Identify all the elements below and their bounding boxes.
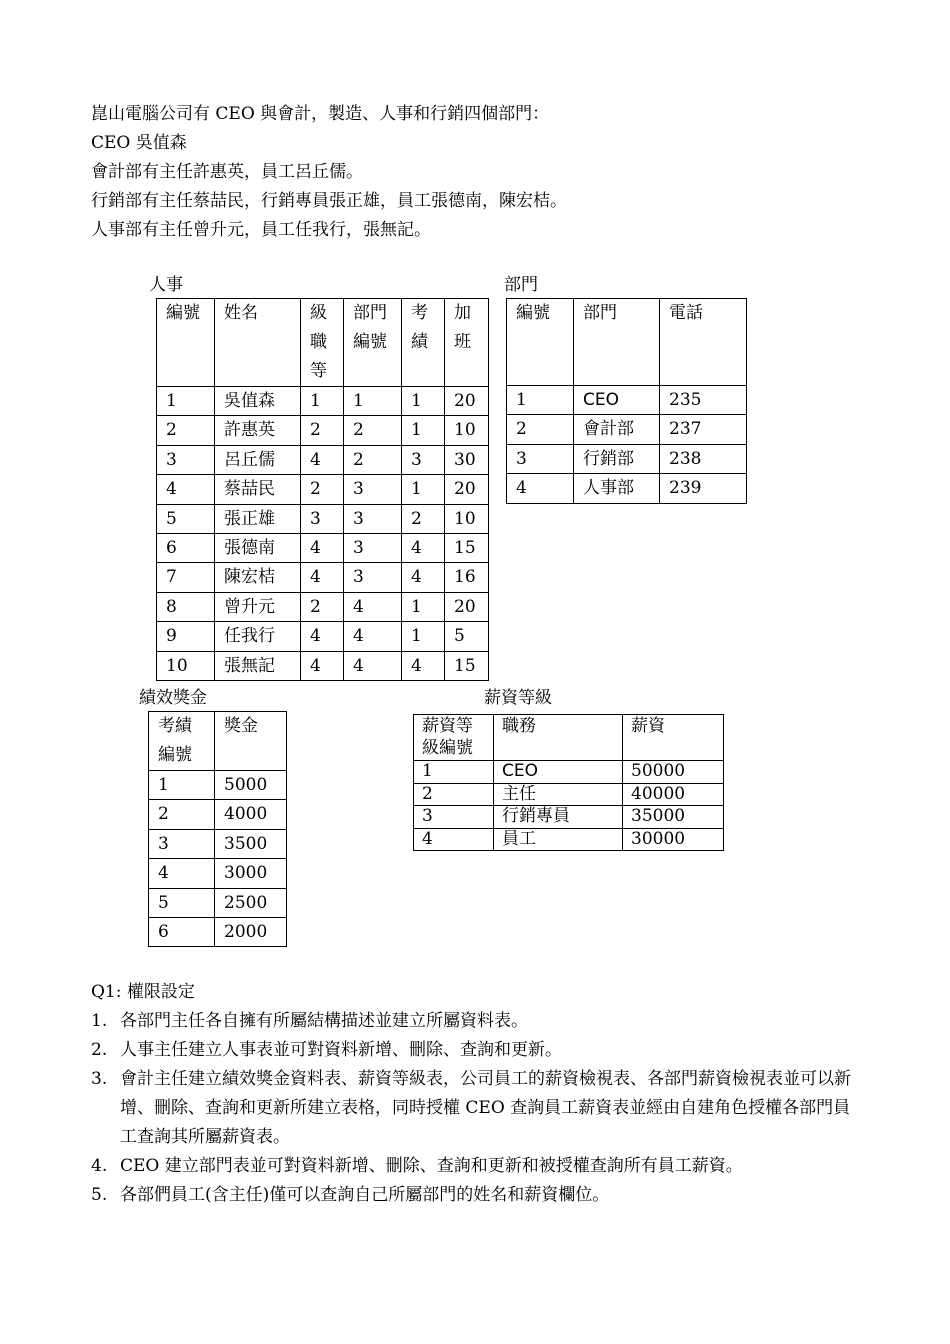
- table-cell: 8: [157, 592, 215, 621]
- table-cell: 4: [301, 563, 344, 592]
- table-cell: 2: [149, 800, 215, 829]
- table-cell: 3: [157, 445, 215, 474]
- dept-table-body: [507, 386, 747, 504]
- list-item: [91, 1152, 861, 1181]
- table-row: [157, 475, 489, 504]
- table-row: [414, 783, 724, 806]
- table-cell: 9: [157, 622, 215, 651]
- table-row: [414, 761, 724, 784]
- table-cell: 陳宏桔: [215, 563, 301, 592]
- table-cell: 主任: [494, 783, 623, 806]
- table-cell: CEO: [494, 761, 623, 784]
- col-header: 薪資: [623, 715, 724, 761]
- table-cell: 6: [149, 917, 215, 946]
- table-cell: 行銷部: [574, 444, 660, 473]
- table-cell: 16: [445, 563, 489, 592]
- table-cell: 2500: [215, 888, 287, 917]
- col-header: 級職等: [301, 299, 344, 387]
- table-row: [157, 651, 489, 680]
- staff-table-body: [157, 387, 489, 681]
- table-row: [157, 592, 489, 621]
- table-cell: 呂丘儒: [215, 445, 301, 474]
- table-cell: 15: [445, 651, 489, 680]
- table-row: [149, 829, 287, 858]
- table-cell: 4: [402, 651, 445, 680]
- table-cell: 10: [445, 504, 489, 533]
- table-row: [507, 415, 747, 444]
- salary-table-caption: 薪資等級: [484, 688, 552, 708]
- list-item: [91, 1181, 861, 1210]
- table-cell: 4: [344, 622, 402, 651]
- col-header: 部門: [574, 299, 660, 386]
- table-cell: 10: [445, 416, 489, 445]
- table-cell: 1: [301, 387, 344, 416]
- table-cell: 1: [149, 771, 215, 800]
- table-row: [414, 806, 724, 829]
- table-cell: 4: [402, 533, 445, 562]
- list-item-text: 各部們員工(含主任)僅可以查詢自己所屬部門的姓名和薪資欄位。: [120, 1185, 610, 1205]
- table-row: [157, 387, 489, 416]
- table-cell: 3: [344, 533, 402, 562]
- table-cell: 2: [414, 783, 494, 806]
- table-cell: 6: [157, 533, 215, 562]
- list-number: 1.: [91, 1011, 108, 1031]
- intro-line: 人事部有主任曾升元，員工任我行，張無記。: [91, 220, 431, 240]
- col-header: 考績編號: [149, 712, 215, 771]
- col-header: 部門編號: [344, 299, 402, 387]
- question-list: [91, 1007, 861, 1210]
- intro-text: [91, 100, 891, 245]
- col-header: 薪資等級編號: [414, 715, 494, 761]
- table-cell: 2: [507, 415, 574, 444]
- table-row: [149, 888, 287, 917]
- table-cell: 1: [507, 386, 574, 415]
- table-row: [414, 828, 724, 851]
- col-header: 職務: [494, 715, 623, 761]
- table-header-row: [414, 715, 724, 761]
- table-row: [507, 444, 747, 473]
- table-cell: 人事部: [574, 474, 660, 503]
- table-cell: 3: [402, 445, 445, 474]
- table-cell: 1: [344, 387, 402, 416]
- table-row: [157, 622, 489, 651]
- table-cell: 15: [445, 533, 489, 562]
- table-cell: 239: [660, 474, 747, 503]
- table-row: [507, 474, 747, 503]
- table-cell: 4: [344, 651, 402, 680]
- table-cell: 5000: [215, 771, 287, 800]
- dept-table: [506, 298, 747, 504]
- staff-table: [156, 298, 489, 681]
- dept-table-caption: 部門: [504, 275, 538, 295]
- col-header: 姓名: [215, 299, 301, 387]
- table-cell: 2: [301, 475, 344, 504]
- table-cell: 1: [402, 592, 445, 621]
- table-cell: 2: [301, 592, 344, 621]
- table-cell: 238: [660, 444, 747, 473]
- table-cell: 員工: [494, 828, 623, 851]
- list-item-text: 會計主任建立績效獎金資料表、薪資等級表，公司員工的薪資檢視表、各部門薪資檢視表並可以新增、刪除、查詢和更新所建立表格，同時授權 CEO 查詢員工薪資表並經由自建角色授權各部門員工查詢其所屬薪資表。: [120, 1069, 851, 1147]
- table-cell: 20: [445, 592, 489, 621]
- col-header: 編號: [507, 299, 574, 386]
- intro-line: CEO 吳值森: [91, 133, 187, 153]
- salary-table: [413, 714, 724, 851]
- table-row: [149, 917, 287, 946]
- table-cell: 7: [157, 563, 215, 592]
- list-number: 4.: [91, 1156, 108, 1176]
- table-cell: 4: [157, 475, 215, 504]
- list-item-text: CEO 建立部門表並可對資料新增、刪除、查詢和更新和被授權查詢所有員工薪資。: [120, 1156, 743, 1176]
- table-row: [157, 533, 489, 562]
- table-cell: 張正雄: [215, 504, 301, 533]
- table-cell: 5: [149, 888, 215, 917]
- table-row: [157, 416, 489, 445]
- bonus-table: [148, 711, 287, 947]
- table-cell: 4: [301, 533, 344, 562]
- bonus-table-body: [149, 771, 287, 947]
- table-cell: 1: [402, 387, 445, 416]
- table-cell: 10: [157, 651, 215, 680]
- table-row: [507, 386, 747, 415]
- table-row: [149, 859, 287, 888]
- table-cell: 3: [414, 806, 494, 829]
- table-cell: 曾升元: [215, 592, 301, 621]
- table-cell: 任我行: [215, 622, 301, 651]
- question-title: Q1: 權限設定: [91, 982, 195, 1002]
- table-cell: 5: [157, 504, 215, 533]
- table-row: [157, 563, 489, 592]
- table-row: [157, 504, 489, 533]
- intro-line: 行銷部有主任蔡喆民，行銷專員張正雄，員工張德南，陳宏桔。: [91, 191, 567, 211]
- col-header: 電話: [660, 299, 747, 386]
- table-cell: 1: [157, 387, 215, 416]
- list-item: [91, 1007, 861, 1036]
- table-header-row: [507, 299, 747, 386]
- table-row: [157, 445, 489, 474]
- table-cell: 4: [301, 622, 344, 651]
- table-cell: 3: [301, 504, 344, 533]
- table-cell: 2000: [215, 917, 287, 946]
- table-cell: 3: [344, 504, 402, 533]
- table-header-row: [149, 712, 287, 771]
- table-cell: 3: [344, 563, 402, 592]
- table-cell: 3500: [215, 829, 287, 858]
- table-cell: 237: [660, 415, 747, 444]
- intro-line: 會計部有主任許惠英，員工呂丘儒。: [91, 162, 363, 182]
- table-cell: 5: [445, 622, 489, 651]
- col-header: 考績: [402, 299, 445, 387]
- table-cell: 2: [301, 416, 344, 445]
- table-cell: 1: [402, 416, 445, 445]
- table-cell: 30: [445, 445, 489, 474]
- table-row: [149, 771, 287, 800]
- table-row: [149, 800, 287, 829]
- list-number: 3.: [91, 1069, 108, 1089]
- table-cell: 2: [402, 504, 445, 533]
- table-cell: 吳值森: [215, 387, 301, 416]
- table-cell: 3: [507, 444, 574, 473]
- table-cell: 4: [301, 651, 344, 680]
- table-cell: 4: [507, 474, 574, 503]
- table-cell: 20: [445, 387, 489, 416]
- table-cell: CEO: [574, 386, 660, 415]
- table-cell: 2: [344, 416, 402, 445]
- table-cell: 許惠英: [215, 416, 301, 445]
- bonus-table-caption: 績效獎金: [139, 688, 207, 708]
- col-header: 加班: [445, 299, 489, 387]
- table-cell: 2: [157, 416, 215, 445]
- list-item: [91, 1065, 861, 1152]
- col-header: 編號: [157, 299, 215, 387]
- table-cell: 3000: [215, 859, 287, 888]
- table-cell: 20: [445, 475, 489, 504]
- table-cell: 2: [344, 445, 402, 474]
- table-cell: 40000: [623, 783, 724, 806]
- question-section: [91, 977, 861, 1210]
- intro-line: 崑山電腦公司有 CEO 與會計，製造、人事和行銷四個部門：: [91, 104, 550, 124]
- table-cell: 張德南: [215, 533, 301, 562]
- table-cell: 3: [149, 829, 215, 858]
- table-cell: 4: [344, 592, 402, 621]
- list-item: [91, 1036, 861, 1065]
- table-cell: 1: [402, 475, 445, 504]
- table-cell: 1: [402, 622, 445, 651]
- table-cell: 行銷專員: [494, 806, 623, 829]
- table-cell: 35000: [623, 806, 724, 829]
- list-number: 5.: [91, 1185, 108, 1205]
- table-cell: 4: [414, 828, 494, 851]
- table-cell: 4: [402, 563, 445, 592]
- list-item-text: 人事主任建立人事表並可對資料新增、刪除、查詢和更新。: [120, 1040, 562, 1060]
- table-cell: 235: [660, 386, 747, 415]
- table-cell: 會計部: [574, 415, 660, 444]
- staff-table-caption: 人事: [149, 275, 183, 295]
- salary-table-body: [414, 761, 724, 851]
- table-cell: 1: [414, 761, 494, 784]
- table-cell: 4: [149, 859, 215, 888]
- table-header-row: [157, 299, 489, 387]
- table-cell: 4000: [215, 800, 287, 829]
- table-cell: 蔡喆民: [215, 475, 301, 504]
- table-cell: 30000: [623, 828, 724, 851]
- table-cell: 3: [344, 475, 402, 504]
- table-cell: 4: [301, 445, 344, 474]
- table-cell: 張無記: [215, 651, 301, 680]
- list-number: 2.: [91, 1040, 108, 1060]
- table-cell: 50000: [623, 761, 724, 784]
- list-item-text: 各部門主任各自擁有所屬結構描述並建立所屬資料表。: [120, 1011, 528, 1031]
- col-header: 獎金: [215, 712, 287, 771]
